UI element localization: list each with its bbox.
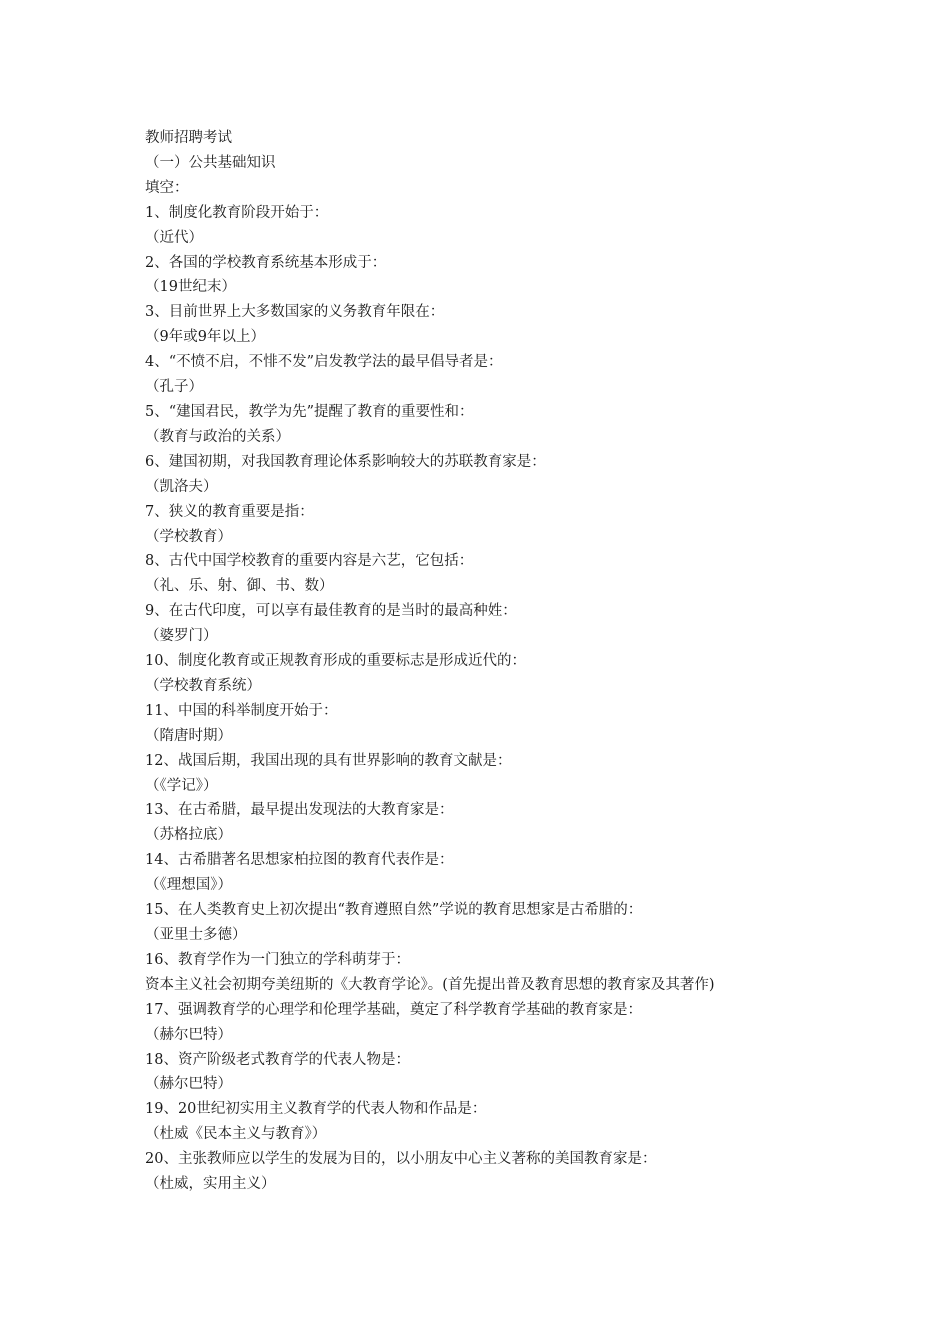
list-item bbox=[145, 300, 815, 350]
list-item bbox=[145, 599, 815, 649]
answer-text: （赫尔巴特） bbox=[145, 1076, 232, 1093]
list-item bbox=[145, 1147, 815, 1197]
list-item bbox=[145, 201, 815, 251]
question-text: 9、在古代印度，可以享有最佳教育的是当时的最高种姓： bbox=[145, 603, 517, 620]
answer-text: （婆罗门） bbox=[145, 628, 218, 645]
question-text: 13、在古希腊，最早提出发现法的大教育家是： bbox=[145, 802, 454, 819]
question-text: 4、“不愤不启，不悱不发”启发教学法的最早倡导者是： bbox=[145, 354, 503, 371]
list-item bbox=[145, 500, 815, 550]
question-text: 6、建国初期，对我国教育理论体系影响较大的苏联教育家是： bbox=[145, 453, 546, 470]
part-heading: 填空： bbox=[145, 179, 189, 196]
answer-text: （教育与政治的关系） bbox=[145, 428, 290, 445]
question-text: 2、各国的学校教育系统基本形成于： bbox=[145, 254, 387, 271]
question-text: 19、20世纪初实用主义教育学的代表人物和作品是： bbox=[145, 1101, 487, 1118]
list-item bbox=[145, 450, 815, 500]
list-item bbox=[145, 749, 815, 799]
document-page bbox=[145, 126, 815, 1197]
question-text: 20、主张教师应以学生的发展为目的，以小朋友中心主义著称的美国教育家是： bbox=[145, 1151, 657, 1168]
question-text: 5、“建国君民，教学为先”提醒了教育的重要性和： bbox=[145, 403, 474, 420]
answer-text: （19世纪末） bbox=[145, 279, 236, 296]
answer-text: （9年或9年以上） bbox=[145, 329, 265, 346]
list-item bbox=[145, 350, 815, 400]
document-title: 教师招聘考试 bbox=[145, 130, 232, 146]
question-text: 16、教育学作为一门独立的学科萌芽于： bbox=[145, 951, 410, 968]
question-text: 3、目前世界上大多数国家的义务教育年限在： bbox=[145, 304, 445, 321]
answer-text: （赫尔巴特） bbox=[145, 1026, 232, 1043]
question-text: 7、狭义的教育重要是指： bbox=[145, 503, 314, 520]
list-item bbox=[145, 1097, 815, 1147]
question-text: 18、资产阶级老式教育学的代表人物是： bbox=[145, 1051, 410, 1068]
list-item bbox=[145, 1048, 815, 1098]
answer-text: （《理想国》） bbox=[145, 877, 232, 894]
answer-text: 资本主义社会初期夸美纽斯的《大教育学论》。(首先提出普及教育思想的教育家及其著作) bbox=[145, 976, 715, 993]
list-item bbox=[145, 948, 815, 998]
answer-text: （隋唐时期） bbox=[145, 727, 232, 744]
answer-text: （苏格拉底） bbox=[145, 827, 232, 844]
question-text: 14、古希腊著名思想家柏拉图的教育代表作是： bbox=[145, 852, 454, 869]
answer-text: （亚里士多德） bbox=[145, 927, 247, 943]
answer-text: （学校教育系统） bbox=[145, 677, 261, 694]
answer-text: （杜威，实用主义） bbox=[145, 1176, 276, 1193]
answer-text: （近代） bbox=[145, 229, 203, 246]
answer-text: （《学记》） bbox=[145, 777, 218, 794]
question-text: 8、古代中国学校教育的重要内容是六艺，它包括： bbox=[145, 553, 474, 570]
question-text: 11、中国的科举制度开始于： bbox=[145, 702, 338, 719]
list-item bbox=[145, 649, 815, 699]
list-item bbox=[145, 848, 815, 898]
answer-text: （礼、乐、射、御、书、数） bbox=[145, 578, 334, 595]
list-item bbox=[145, 699, 815, 749]
section-heading: （一）公共基础知识 bbox=[145, 154, 276, 171]
question-text: 10、制度化教育或正规教育形成的重要标志是形成近代的： bbox=[145, 653, 526, 670]
list-item bbox=[145, 251, 815, 301]
list-item bbox=[145, 549, 815, 599]
list-item bbox=[145, 898, 815, 948]
question-text: 15、在人类教育史上初次提出“教育遵照自然”学说的教育思想家是古希腊的： bbox=[145, 902, 643, 919]
question-text: 1、制度化教育阶段开始于： bbox=[145, 204, 329, 221]
list-item bbox=[145, 400, 815, 450]
answer-text: （学校教育） bbox=[145, 528, 232, 545]
question-text: 17、强调教育学的心理学和伦理学基础，奠定了科学教育学基础的教育家是： bbox=[145, 1001, 642, 1018]
list-item bbox=[145, 998, 815, 1048]
answer-text: （凯洛夫） bbox=[145, 478, 218, 495]
question-text: 12、战国后期，我国出现的具有世界影响的教育文献是： bbox=[145, 752, 512, 769]
answer-text: （杜威《民本主义与教育》） bbox=[145, 1126, 327, 1143]
list-item bbox=[145, 798, 815, 848]
answer-text: （孔子） bbox=[145, 379, 203, 396]
